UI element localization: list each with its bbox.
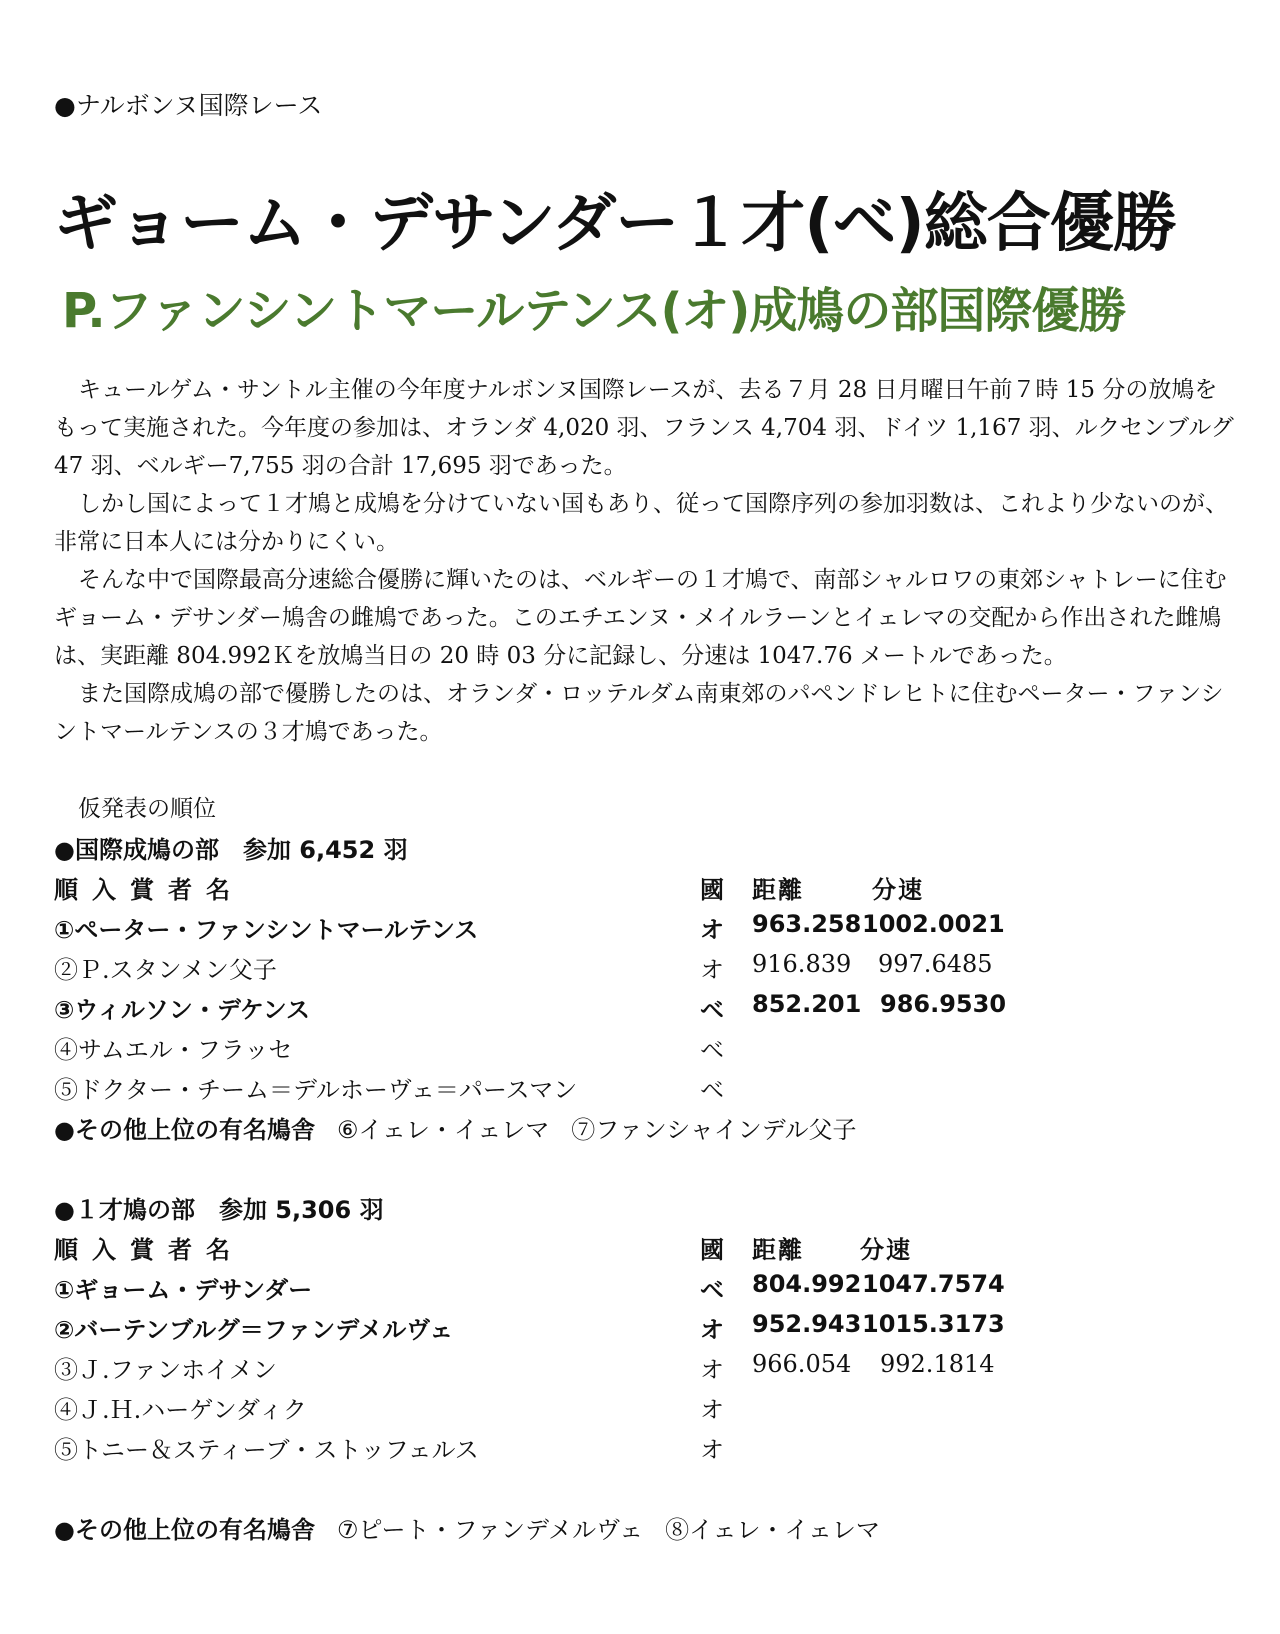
paragraph: そんな中で国際最高分速総合優勝に輝いたのは、ベルギーの１才鳩で、南部シャルロワの東郊シャトレーに住むギョーム・デサンダー鳩舎の雌鳩であった。このエチエンヌ・メイルラーンとイェレマの交配から作出された雌鳩は、実距離 804.992Ｋを放鳩当日の 20 時 03 分に記録し、分速は 1047.76 メートルであった。 xyxy=(54,567,1227,669)
row-name: ⑤トニー＆スティーブ・ストッフェルス xyxy=(54,1436,479,1464)
paragraph: また国際成鳩の部で優勝したのは、オランダ・ロッテルダム南東郊のパペンドレヒトに住むペーター・ファンシントマールテンスの３才鳩であった。 xyxy=(54,681,1224,745)
header-speed: 分速 xyxy=(860,1236,912,1264)
table-row xyxy=(54,910,1054,950)
header-name: 順入賞者名 xyxy=(54,1236,244,1264)
row-name: ②バーテンブルグ＝ファンデメルヴェ xyxy=(54,1316,454,1344)
section-title-yearling: ●１才鳩の部 参加 5,306 羽 xyxy=(54,1196,384,1224)
section-label: ●ナルボンヌ国際レース xyxy=(54,91,323,120)
table-row xyxy=(54,1070,1054,1110)
row-name: ④サムエル・フラッセ xyxy=(54,1036,293,1064)
table-row xyxy=(54,1350,1054,1390)
row-country: オ xyxy=(700,956,724,984)
header-distance: 距離 xyxy=(752,876,804,904)
article-body xyxy=(54,371,1234,751)
row-name: ①ギョーム・デサンダー xyxy=(54,1276,313,1304)
paragraph: しかし国によって１才鳩と成鳩を分けていない国もあり、従って国際序列の参加羽数は、これより少ないのが、非常に日本人には分かりにくい。 xyxy=(54,491,1228,555)
other-lofts-label: ●その他上位の有名鳩舎 xyxy=(54,1116,315,1144)
other-loft: ⑧イェレ・イェレマ xyxy=(665,1516,880,1544)
table-row xyxy=(54,1310,1054,1350)
row-distance: 916.839 xyxy=(752,950,852,978)
row-country: ベ xyxy=(700,1276,724,1304)
header-distance: 距離 xyxy=(752,1236,804,1264)
row-country: オ xyxy=(700,1396,724,1424)
row-country: ベ xyxy=(700,1076,724,1104)
header-country: 國 xyxy=(700,1236,726,1264)
row-speed: 1047.7574 xyxy=(862,1270,1005,1298)
row-country: ベ xyxy=(700,996,724,1024)
row-speed: 986.9530 xyxy=(880,990,1007,1018)
row-country: オ xyxy=(700,1356,724,1384)
header-speed: 分速 xyxy=(872,876,924,904)
other-lofts xyxy=(54,1110,857,1145)
row-country: オ xyxy=(700,1436,724,1464)
other-lofts-label: ●その他上位の有名鳩舎 xyxy=(54,1516,315,1544)
row-name: ③Ｊ.ファンホイメン xyxy=(54,1356,277,1384)
table-row xyxy=(54,1430,1054,1470)
table-row xyxy=(54,990,1054,1030)
header-name: 順入賞者名 xyxy=(54,876,244,904)
other-loft: ⑦ファンシャインデル父子 xyxy=(571,1116,857,1144)
row-name: ②Ｐ.スタンメン父子 xyxy=(54,956,277,984)
table-row xyxy=(54,1030,1054,1070)
ranking-note: 仮発表の順位 xyxy=(78,796,216,822)
table-row xyxy=(54,950,1054,990)
row-speed: 997.6485 xyxy=(878,950,993,978)
subheadline: P.ファンシントマールテンス(オ)成鳩の部国際優勝 xyxy=(62,283,1126,339)
other-lofts xyxy=(54,1510,880,1545)
table-header xyxy=(54,1230,1054,1270)
other-loft: ⑦ピート・ファンデメルヴェ xyxy=(336,1516,644,1544)
table-row xyxy=(54,1390,1054,1430)
paragraph: キュールゲム・サントル主催の今年度ナルボンヌ国際レースが、去る７月 28 日月曜日午前７時 15 分の放鳩をもって実施された。今年度の参加は、オランダ 4,020 羽、フランス 4,704 羽、ドイツ 1,167 羽、ルクセンブルグ 47 羽、ベルギー7,755 羽の合計 17,695 羽であった。 xyxy=(54,377,1234,479)
row-speed: 992.1814 xyxy=(880,1350,995,1378)
row-country: オ xyxy=(700,1316,724,1344)
row-distance: 963.258 xyxy=(752,910,862,938)
row-distance: 952.943 xyxy=(752,1310,862,1338)
row-distance: 966.054 xyxy=(752,1350,852,1378)
table-row xyxy=(54,1270,1054,1310)
section-title-adult: ●国際成鳩の部 参加 6,452 羽 xyxy=(54,836,408,864)
table-header xyxy=(54,870,1054,910)
row-name: ③ウィルソン・デケンス xyxy=(54,996,310,1024)
row-speed: 1015.3173 xyxy=(862,1310,1005,1338)
row-country: オ xyxy=(700,916,724,944)
row-country: ベ xyxy=(700,1036,724,1064)
row-name: ①ペーター・ファンシントマールテンス xyxy=(54,916,479,944)
row-speed: 1002.0021 xyxy=(862,910,1005,938)
row-distance: 852.201 xyxy=(752,990,862,1018)
row-distance: 804.992 xyxy=(752,1270,862,1298)
other-loft: ⑥イェレ・イェレマ xyxy=(336,1116,550,1144)
row-name: ⑤ドクター・チーム＝デルホーヴェ＝パースマン xyxy=(54,1076,578,1104)
headline: ギョーム・デサンダー１才(ベ)総合優勝 xyxy=(54,187,1176,261)
header-country: 國 xyxy=(700,876,726,904)
row-name: ④Ｊ.Ｈ.ハーゲンダィク xyxy=(54,1396,307,1424)
